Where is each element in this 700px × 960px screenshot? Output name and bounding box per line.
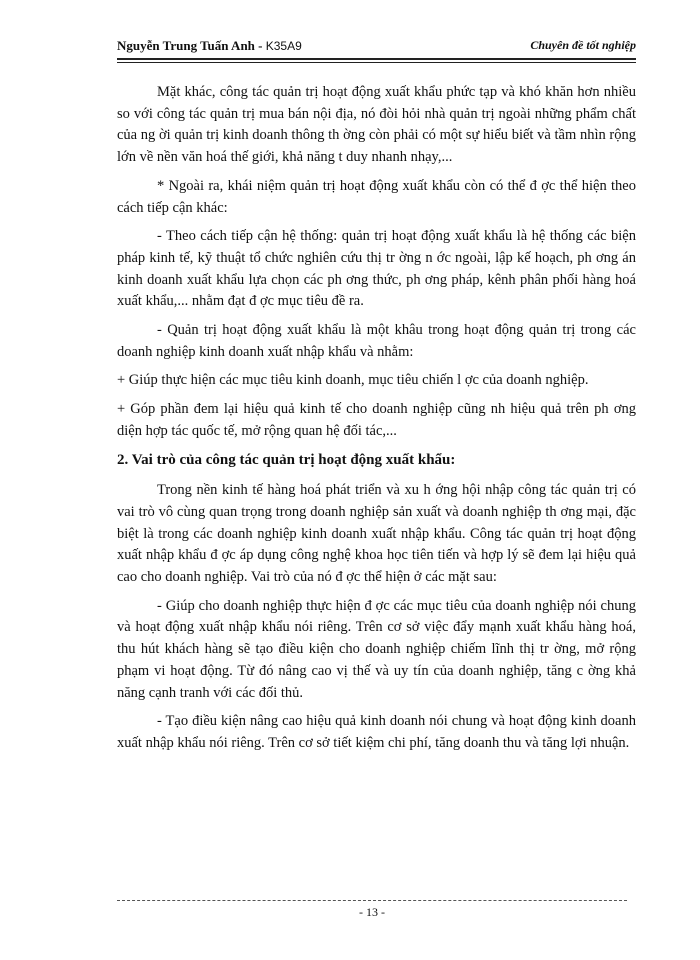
- paragraph-9: - Tạo điều kiện nâng cao hiệu quả kinh doanh nói chung và hoạt động kinh doanh xuất nhập khẩu nói riêng. Trên cơ sở tiết kiệm chi phí, tăng doanh thu và tăng lợi nhuận.: [117, 713, 636, 751]
- paragraph-5: + Giúp thực hiện các mục tiêu kinh doanh, mục tiêu chiến l ợc của doanh nghiệp.: [117, 372, 589, 389]
- section-heading: 2. Vai trò của công tác quản trị hoạt động xuất khẩu:: [117, 451, 456, 468]
- header-class-code: K35A9: [265, 39, 302, 53]
- footer-rule: [117, 900, 627, 901]
- header-author-block: [117, 38, 302, 54]
- page-body: [117, 82, 636, 762]
- header-rule-thick: [117, 58, 636, 60]
- page-header: [117, 38, 636, 56]
- paragraph-3: - Theo cách tiếp cận hệ thống: quản trị hoạt động xuất khẩu là hệ thống các biện pháp kinh tế, kỹ thuật tổ chức nghiên cứu thị tr ờng n ớc ngoài, lập kế hoạch, ph ơng án kinh doanh xuất khẩu lựa chọn các ph ơng thức, ph ơng pháp, kênh phân phối hàng hoá xuất khẩu,... nhằm đạt đ ợc mục tiêu đề ra.: [117, 228, 636, 310]
- paragraph-7: Trong nền kinh tế hàng hoá phát triển và xu h ớng hội nhập công tác quản trị có vai trò vô cùng quan trọng trong doanh nghiệp sản xuất và doanh nghiệp th ơng mại, đặc biệt là trong các doanh nghiệp kinh doanh xuất nhập khẩu. Công tác quản trị hoạt động xuất nhập khẩu đ ợc áp dụng công nghệ khoa học tiên tiến và hợp lý sẽ đem lại hiệu quả cao cho doanh nghiệp. Vai trò của nó đ ợc thể hiện ở các mặt sau:: [117, 482, 636, 586]
- paragraph-6: + Góp phần đem lại hiệu quả kinh tế cho doanh nghiệp cũng nh hiệu quả trên ph ơng diện hợp tác quốc tế, mở rộng quan hệ đối tác,...: [117, 401, 636, 439]
- paragraph-2: * Ngoài ra, khái niệm quản trị hoạt động xuất khẩu còn có thể đ ợc thể hiện theo cách tiếp cận khác:: [117, 177, 636, 216]
- paragraph-4: - Quản trị hoạt động xuất khẩu là một khâu trong hoạt động quản trị trong các doanh nghiệp kinh doanh xuất nhập khẩu và nhằm:: [117, 322, 636, 360]
- paragraph-8: - Giúp cho doanh nghiệp thực hiện đ ợc các mục tiêu của doanh nghiệp nói chung và hoạt động xuất nhập khẩu nói riêng. Trên cơ sở việc đẩy mạnh xuất khẩu hàng hoá, thu hút khách hàng sẽ tạo điều kiện cho doanh nghiệp chiếm lĩnh thị tr ờng, mở rộng phạm vi hoạt động. Từ đó nâng cao vị thế và uy tín của doanh nghiệp, tăng c ờng khả năng cạnh tranh với các đối thủ.: [117, 597, 636, 701]
- header-title: Chuyên đề tốt nghiệp: [530, 38, 636, 52]
- page-number: - 13 -: [359, 905, 385, 919]
- header-separator: -: [254, 38, 266, 53]
- header-rule-thin: [117, 62, 636, 63]
- paragraph-1: Mặt khác, công tác quản trị hoạt động xuất khẩu phức tạp và khó khăn hơn nhiều so với công tác quản trị mua bán nội địa, nó đòi hỏi nhà quản trị ngoài những phẩm chất của ng ời quản trị kinh doanh thông th ờng còn phải có một sự hiểu biết và tầm nhìn rộng lớn về nền văn hoá thế giới, khả năng t duy nhanh nhạy,...: [117, 84, 636, 166]
- header-author: Nguyễn Trung Tuấn Anh: [117, 38, 255, 53]
